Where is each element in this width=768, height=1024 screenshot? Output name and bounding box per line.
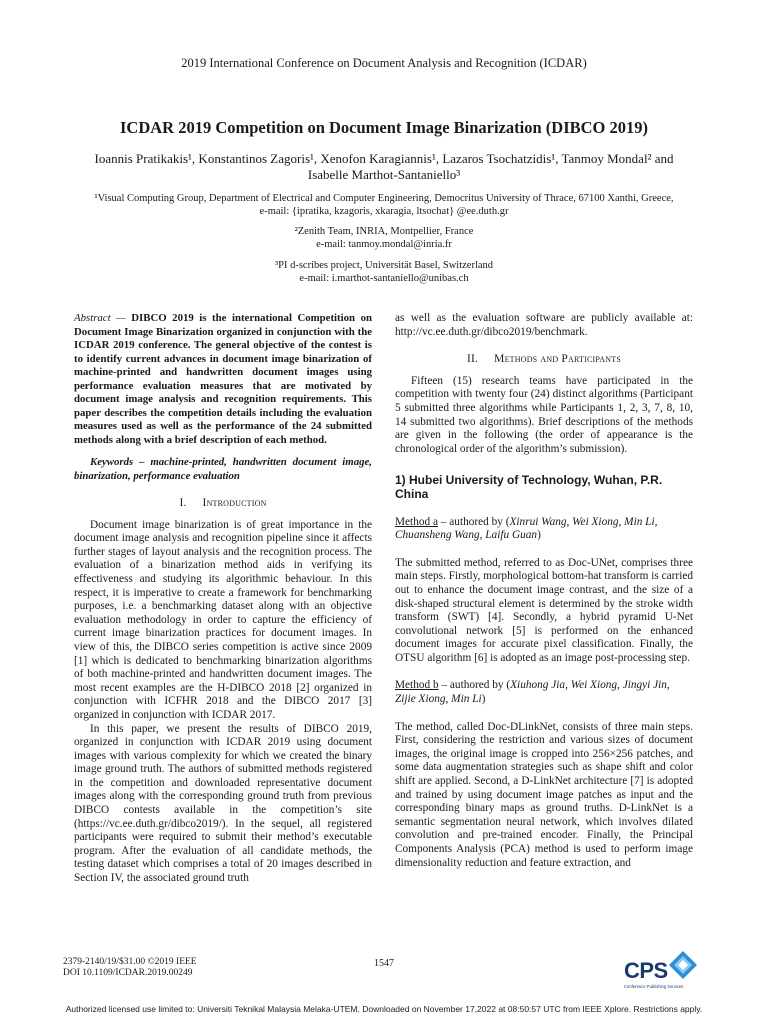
method-b-label: Method b (395, 679, 439, 692)
method-b-heading (395, 679, 693, 706)
author-list (60, 151, 708, 183)
affiliation-1-address: ¹Visual Computing Group, Department of Electrical and Computer Engineering, Democritus University of Thrace, 67100 Xanthi, Greece, (94, 193, 674, 204)
section-title: Methods and Participants (494, 353, 621, 366)
affiliation-3-email: e-mail: i.marthot-santaniello@unibas.ch (299, 273, 469, 284)
doi-line: DOI 10.1109/ICDAR.2019.00249 (63, 968, 193, 978)
affiliation-3-address: ³PI d-scribes project, Universität Basel, Switzerland (274, 260, 494, 271)
participant-1-heading: 1) Hubei University of Technology, Wuhan, P.R. China (395, 473, 663, 501)
method-a-label: Method a (395, 515, 438, 528)
section-title: Introduction (202, 497, 267, 509)
cps-logo-text: CPS (624, 958, 668, 983)
method-a-authored-by: – authored by ( (437, 515, 510, 528)
cps-logo (624, 948, 702, 994)
issn-line: 2379-2140/19/$31.00 ©2019 IEEE (63, 957, 197, 967)
affiliation-1-email: e-mail: {ipratika, kzagoris, xkaragia, ltsochat} @ee.duth.gr (259, 206, 509, 217)
method-a-description: The submitted method, referred to as Doc-UNet, comprises three main steps. Firstly, morphological bottom-hat transform is carried out to enhance the document image contrast, and the size of a disk-shaped structural element is determined by the stroke width transform (SWT) [4]. Secondly, a hybrid pyramid U-Net convolutional network [5] is performed on the enhanced document images for accurate pixel classification. Finally, the OTSU algorithm [6] is adopted as an image post-processing step. (395, 556, 693, 664)
intro-continuation: as well as the evaluation software are publicly available at: http://vc.ee.duth.gr/dibco2019/benchmark. (395, 312, 693, 338)
method-b-authored-by: – authored by ( (438, 679, 511, 692)
left-column (74, 312, 372, 886)
method-a-close: ) (537, 529, 541, 542)
method-b-description: The method, called Doc-DLinkNet, consists of three main steps. First, considering the restriction and various sizes of document images, the original image is cropped into 256×256 patches, and some data augmentation strategies such as shape shift and color shift are applied. Second, a D-LinkNet architecture [7] is adopted and trained by using document image patches as input and the corresponding binary maps as ground truths. D-LinkNet is a semantic segmentation neural network, which involves dilated convolution and pre-trained encoder. Finally, the Principal Components Analysis (PCA) method is used to perform image dimensionality reduction and feature extraction, and (395, 720, 693, 869)
paper-title: ICDAR 2019 Competition on Document Image Binarization (DIBCO 2019) (120, 118, 648, 137)
authors-line-2: Isabelle Marthot-Santaniello³ (307, 167, 461, 182)
cps-logo-subtext: Conference Publishing Services (624, 984, 684, 989)
keywords-label: Keywords – (90, 456, 145, 468)
conference-header: 2019 International Conference on Document Analysis and Recognition (ICDAR) (181, 56, 587, 70)
method-b-authors: Xiuhong Jia, Wei Xiong, Jingyi Jin, Zijie Xiong, Min Li (395, 679, 670, 706)
cps-diamond-icon (668, 950, 698, 980)
section-heading-introduction (74, 497, 372, 511)
affiliation-3 (60, 259, 708, 285)
methods-intro-paragraph: Fifteen (15) research teams have participated in the competition with twenty four (24) distinct algorithms (Participant 5 submitted three algorithms while Participants 1, 2, 3, 7, 8, 10, 14 submitted two algorithms). Brief descriptions of the methods are given in the following (the order of appearance is the chronological order of the algorithm’s submission). (395, 374, 693, 455)
page-number: 1547 (374, 958, 394, 969)
section-number: II. (467, 353, 479, 366)
method-a-heading (395, 516, 693, 543)
intro-paragraph-2: In this paper, we present the results of DIBCO 2019, organized in conjunction with ICDAR 2019 using document images with various complexity for which we created the binary image ground truth. The authors of submitted methods registered in the competition and downloaded representative document images along with the corresponding ground truth from previous DIBCO contests available in the competition’s site (https://vc.ee.duth.gr/dibco2019/). In the sequel, all registered participants were required to submit their method’s executable program. After the evaluation of all candidate methods, the testing dataset which comprises a total of 20 images described in Section IV, the associated ground truth (74, 722, 372, 885)
abstract (74, 312, 372, 447)
authors-line-1: Ioannis Pratikakis¹, Konstantinos Zagoris¹, Xenofon Karagiannis¹, Lazaros Tsochatzidis¹, Tanmoy Mondal² and (94, 151, 674, 166)
license-notice: Authorized licensed use limited to: Universiti Teknikal Malaysia Melaka-UTEM. Downloaded on November 17,2022 at 08:50:57 UTC from IEEE Xplore. Restrictions apply. (65, 1004, 703, 1014)
right-column (395, 312, 693, 870)
abstract-body: DIBCO 2019 is the international Competition on Document Image Binarization organized in conjunction with the ICDAR 2019 conference. The general objective of the contest is to identify current advances in document image binarization of machine-printed and handwritten document images using performance evaluation measures that are motivated by document image analysis and recognition requirements. This paper describes the competition details including the evaluation measures used as well as the performance of the 24 submitted methods along with a brief description of each method. (74, 312, 372, 446)
abstract-label: Abstract — (74, 312, 126, 324)
section-heading-methods (395, 353, 693, 367)
affiliation-1 (60, 192, 708, 218)
section-number: I. (179, 497, 187, 509)
keywords-list: machine-printed, handwritten document image, binarization, performance evaluation (74, 456, 372, 482)
affiliation-2 (60, 225, 708, 251)
affiliation-2-address: ²Zenith Team, INRIA, Montpellier, France (294, 226, 474, 237)
intro-paragraph-1: Document image binarization is of great importance in the document image analysis and recognition pipeline since it affects further stages of layout analysis and the recognition process. The evaluation of a binarization method aids in verifying its effectiveness and studying its algorithmic behaviour. In this respect, it is imperative to create a framework for benchmarking purposes, i.e. a benchmarking dataset along with an objective evaluation methodology in order to capture the efficiency of current image binarization practices for document images. In view of this, the DIBCO series competition is active since 2009 [1] which is dedicated to benchmarking binarization algorithms of both machine-printed and handwritten document images. The most recent examples are the H-DIBCO 2018 [2] organized in conjunction with ICFHR 2018 and the DIBCO 2017 [3] organized in conjunction with ICDAR 2017. (74, 518, 372, 721)
method-a-authors: Xinrui Wang, Wei Xiong, Min Li, Chuansheng Wang, Laifu Guan (395, 515, 658, 542)
publication-info (63, 957, 197, 979)
method-b-close: ) (481, 693, 486, 706)
affiliation-2-email: e-mail: tanmoy.mondal@inria.fr (316, 239, 452, 250)
keywords (74, 456, 372, 483)
